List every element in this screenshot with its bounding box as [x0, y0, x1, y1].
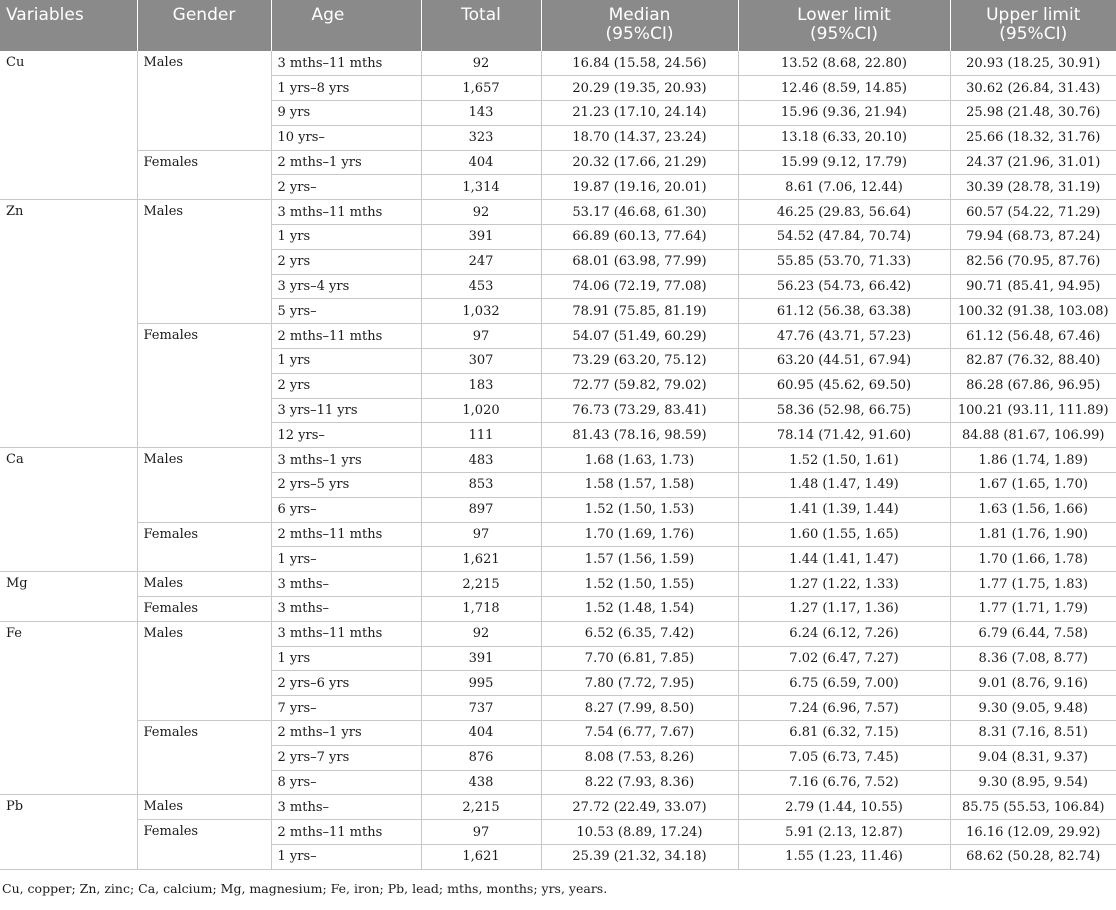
cell-upper-limit: 60.57 (54.22, 71.29)	[950, 200, 1116, 225]
header-upper-limit	[950, 0, 1116, 51]
table-row	[0, 200, 1116, 225]
cell-median: 1.57 (1.56, 1.59)	[541, 547, 738, 572]
cell-median: 74.06 (72.19, 77.08)	[541, 274, 738, 299]
cell-age: 2 yrs–7 yrs	[271, 745, 421, 770]
cell-upper-limit: 68.62 (50.28, 82.74)	[950, 845, 1116, 870]
cell-lower-limit: 78.14 (71.42, 91.60)	[738, 423, 950, 448]
cell-lower-limit: 6.81 (6.32, 7.15)	[738, 721, 950, 746]
cell-median: 1.52 (1.50, 1.53)	[541, 497, 738, 522]
cell-lower-limit: 1.60 (1.55, 1.65)	[738, 522, 950, 547]
cell-lower-limit: 47.76 (43.71, 57.23)	[738, 324, 950, 349]
cell-lower-limit: 1.44 (1.41, 1.47)	[738, 547, 950, 572]
cell-upper-limit: 20.93 (18.25, 30.91)	[950, 51, 1116, 76]
cell-gender: Males	[137, 572, 271, 597]
header-row	[0, 0, 1116, 51]
cell-lower-limit: 13.52 (8.68, 22.80)	[738, 51, 950, 76]
cell-age: 1 yrs	[271, 225, 421, 250]
header-upper-line1: Upper limit	[986, 5, 1081, 25]
cell-age: 3 mths–	[271, 572, 421, 597]
cell-lower-limit: 12.46 (8.59, 14.85)	[738, 76, 950, 101]
cell-gender: Males	[137, 795, 271, 820]
cell-total: 897	[421, 497, 541, 522]
cell-upper-limit: 16.16 (12.09, 29.92)	[950, 820, 1116, 845]
cell-upper-limit: 61.12 (56.48, 67.46)	[950, 324, 1116, 349]
cell-upper-limit: 1.63 (1.56, 1.66)	[950, 497, 1116, 522]
cell-median: 72.77 (59.82, 79.02)	[541, 373, 738, 398]
header-gender: Gender	[137, 0, 271, 51]
cell-age: 9 yrs	[271, 101, 421, 126]
cell-gender: Females	[137, 324, 271, 448]
cell-age: 2 yrs–	[271, 175, 421, 200]
cell-upper-limit: 79.94 (68.73, 87.24)	[950, 225, 1116, 250]
cell-median: 73.29 (63.20, 75.12)	[541, 349, 738, 374]
cell-upper-limit: 25.66 (18.32, 31.76)	[950, 125, 1116, 150]
cell-variable: Zn	[0, 200, 137, 448]
cell-median: 1.70 (1.69, 1.76)	[541, 522, 738, 547]
cell-age: 3 yrs–11 yrs	[271, 398, 421, 423]
cell-gender: Females	[137, 150, 271, 200]
cell-variable: Pb	[0, 795, 137, 869]
cell-variable: Fe	[0, 621, 137, 795]
cell-lower-limit: 54.52 (47.84, 70.74)	[738, 225, 950, 250]
cell-total: 853	[421, 473, 541, 498]
cell-variable: Mg	[0, 572, 137, 622]
cell-lower-limit: 5.91 (2.13, 12.87)	[738, 820, 950, 845]
cell-total: 1,718	[421, 597, 541, 622]
cell-gender: Males	[137, 200, 271, 324]
cell-total: 391	[421, 646, 541, 671]
header-median-line2: (95%CI)	[605, 24, 674, 44]
cell-lower-limit: 7.05 (6.73, 7.45)	[738, 745, 950, 770]
cell-median: 20.29 (19.35, 20.93)	[541, 76, 738, 101]
cell-gender: Females	[137, 597, 271, 622]
cell-age: 3 mths–11 mths	[271, 200, 421, 225]
cell-variable: Cu	[0, 51, 137, 200]
cell-total: 323	[421, 125, 541, 150]
cell-median: 10.53 (8.89, 17.24)	[541, 820, 738, 845]
cell-median: 19.87 (19.16, 20.01)	[541, 175, 738, 200]
cell-age: 1 yrs	[271, 349, 421, 374]
cell-median: 78.91 (75.85, 81.19)	[541, 299, 738, 324]
cell-age: 3 mths–	[271, 597, 421, 622]
cell-median: 25.39 (21.32, 34.18)	[541, 845, 738, 870]
table-row	[0, 721, 1116, 746]
cell-total: 453	[421, 274, 541, 299]
table-row	[0, 795, 1116, 820]
cell-total: 2,215	[421, 795, 541, 820]
cell-median: 66.89 (60.13, 77.64)	[541, 225, 738, 250]
cell-upper-limit: 100.32 (91.38, 103.08)	[950, 299, 1116, 324]
cell-lower-limit: 7.02 (6.47, 7.27)	[738, 646, 950, 671]
cell-age: 2 yrs–6 yrs	[271, 671, 421, 696]
cell-gender: Females	[137, 820, 271, 870]
cell-age: 1 yrs	[271, 646, 421, 671]
cell-gender: Males	[137, 448, 271, 522]
cell-lower-limit: 13.18 (6.33, 20.10)	[738, 125, 950, 150]
cell-age: 3 mths–1 yrs	[271, 448, 421, 473]
cell-lower-limit: 63.20 (44.51, 67.94)	[738, 349, 950, 374]
cell-upper-limit: 9.01 (8.76, 9.16)	[950, 671, 1116, 696]
cell-upper-limit: 25.98 (21.48, 30.76)	[950, 101, 1116, 126]
table-row	[0, 572, 1116, 597]
header-lower-line2: (95%CI)	[810, 24, 878, 44]
cell-total: 183	[421, 373, 541, 398]
table-row	[0, 621, 1116, 646]
cell-gender: Males	[137, 51, 271, 150]
cell-gender: Males	[137, 621, 271, 720]
table-row	[0, 150, 1116, 175]
cell-upper-limit: 82.87 (76.32, 88.40)	[950, 349, 1116, 374]
cell-lower-limit: 2.79 (1.44, 10.55)	[738, 795, 950, 820]
cell-lower-limit: 6.75 (6.59, 7.00)	[738, 671, 950, 696]
cell-total: 307	[421, 349, 541, 374]
cell-lower-limit: 56.23 (54.73, 66.42)	[738, 274, 950, 299]
cell-age: 3 mths–11 mths	[271, 621, 421, 646]
cell-upper-limit: 100.21 (93.11, 111.89)	[950, 398, 1116, 423]
cell-age: 7 yrs–	[271, 696, 421, 721]
header-median-line1: Median	[608, 5, 671, 25]
cell-total: 737	[421, 696, 541, 721]
cell-age: 5 yrs–	[271, 299, 421, 324]
cell-age: 3 mths–11 mths	[271, 51, 421, 76]
cell-lower-limit: 61.12 (56.38, 63.38)	[738, 299, 950, 324]
cell-median: 16.84 (15.58, 24.56)	[541, 51, 738, 76]
cell-total: 97	[421, 820, 541, 845]
cell-upper-limit: 1.67 (1.65, 1.70)	[950, 473, 1116, 498]
cell-lower-limit: 46.25 (29.83, 56.64)	[738, 200, 950, 225]
header-lower-line1: Lower limit	[797, 5, 891, 25]
cell-age: 2 mths–11 mths	[271, 820, 421, 845]
cell-median: 1.68 (1.63, 1.73)	[541, 448, 738, 473]
cell-median: 7.80 (7.72, 7.95)	[541, 671, 738, 696]
table-footnote: Cu, copper; Zn, zinc; Ca, calcium; Mg, magnesium; Fe, iron; Pb, lead; mths, months; yrs, years.	[2, 880, 608, 896]
cell-lower-limit: 55.85 (53.70, 71.33)	[738, 249, 950, 274]
cell-upper-limit: 30.62 (26.84, 31.43)	[950, 76, 1116, 101]
header-variables: Variables	[0, 0, 137, 51]
cell-total: 1,621	[421, 547, 541, 572]
cell-age: 1 yrs–	[271, 845, 421, 870]
cell-upper-limit: 85.75 (55.53, 106.84)	[950, 795, 1116, 820]
cell-lower-limit: 60.95 (45.62, 69.50)	[738, 373, 950, 398]
cell-upper-limit: 86.28 (67.86, 96.95)	[950, 373, 1116, 398]
cell-total: 876	[421, 745, 541, 770]
cell-total: 438	[421, 770, 541, 795]
cell-total: 111	[421, 423, 541, 448]
cell-age: 1 yrs–	[271, 547, 421, 572]
cell-total: 143	[421, 101, 541, 126]
cell-upper-limit: 30.39 (28.78, 31.19)	[950, 175, 1116, 200]
cell-upper-limit: 24.37 (21.96, 31.01)	[950, 150, 1116, 175]
table-body	[0, 51, 1116, 869]
cell-age: 2 mths–11 mths	[271, 522, 421, 547]
table-row	[0, 522, 1116, 547]
header-total: Total	[421, 0, 541, 51]
cell-total: 483	[421, 448, 541, 473]
cell-upper-limit: 1.77 (1.75, 1.83)	[950, 572, 1116, 597]
cell-gender: Females	[137, 721, 271, 795]
header-age: Age	[271, 0, 421, 51]
cell-age: 3 yrs–4 yrs	[271, 274, 421, 299]
cell-upper-limit: 9.04 (8.31, 9.37)	[950, 745, 1116, 770]
cell-upper-limit: 1.77 (1.71, 1.79)	[950, 597, 1116, 622]
cell-median: 1.58 (1.57, 1.58)	[541, 473, 738, 498]
cell-lower-limit: 1.27 (1.22, 1.33)	[738, 572, 950, 597]
table-row	[0, 324, 1116, 349]
cell-lower-limit: 1.55 (1.23, 11.46)	[738, 845, 950, 870]
cell-age: 8 yrs–	[271, 770, 421, 795]
cell-total: 97	[421, 522, 541, 547]
cell-upper-limit: 90.71 (85.41, 94.95)	[950, 274, 1116, 299]
cell-age: 2 yrs–5 yrs	[271, 473, 421, 498]
cell-median: 21.23 (17.10, 24.14)	[541, 101, 738, 126]
cell-total: 391	[421, 225, 541, 250]
cell-age: 2 mths–1 yrs	[271, 721, 421, 746]
cell-age: 1 yrs–8 yrs	[271, 76, 421, 101]
table-row	[0, 820, 1116, 845]
cell-upper-limit: 1.81 (1.76, 1.90)	[950, 522, 1116, 547]
cell-age: 2 yrs	[271, 249, 421, 274]
cell-total: 247	[421, 249, 541, 274]
cell-lower-limit: 1.27 (1.17, 1.36)	[738, 597, 950, 622]
cell-total: 1,621	[421, 845, 541, 870]
cell-median: 68.01 (63.98, 77.99)	[541, 249, 738, 274]
cell-total: 1,314	[421, 175, 541, 200]
header-lower-limit	[738, 0, 950, 51]
cell-age: 2 mths–11 mths	[271, 324, 421, 349]
cell-upper-limit: 6.79 (6.44, 7.58)	[950, 621, 1116, 646]
cell-gender: Females	[137, 522, 271, 572]
cell-lower-limit: 1.52 (1.50, 1.61)	[738, 448, 950, 473]
cell-total: 92	[421, 200, 541, 225]
cell-total: 92	[421, 51, 541, 76]
cell-lower-limit: 15.99 (9.12, 17.79)	[738, 150, 950, 175]
cell-upper-limit: 8.36 (7.08, 8.77)	[950, 646, 1116, 671]
cell-lower-limit: 1.48 (1.47, 1.49)	[738, 473, 950, 498]
cell-median: 18.70 (14.37, 23.24)	[541, 125, 738, 150]
cell-upper-limit: 1.70 (1.66, 1.78)	[950, 547, 1116, 572]
cell-median: 1.52 (1.48, 1.54)	[541, 597, 738, 622]
cell-upper-limit: 84.88 (81.67, 106.99)	[950, 423, 1116, 448]
table-row	[0, 597, 1116, 622]
cell-age: 2 yrs	[271, 373, 421, 398]
cell-age: 6 yrs–	[271, 497, 421, 522]
cell-upper-limit: 9.30 (9.05, 9.48)	[950, 696, 1116, 721]
cell-median: 53.17 (46.68, 61.30)	[541, 200, 738, 225]
cell-total: 995	[421, 671, 541, 696]
cell-lower-limit: 6.24 (6.12, 7.26)	[738, 621, 950, 646]
cell-median: 76.73 (73.29, 83.41)	[541, 398, 738, 423]
cell-median: 6.52 (6.35, 7.42)	[541, 621, 738, 646]
cell-total: 97	[421, 324, 541, 349]
cell-lower-limit: 7.16 (6.76, 7.52)	[738, 770, 950, 795]
cell-lower-limit: 1.41 (1.39, 1.44)	[738, 497, 950, 522]
cell-variable: Ca	[0, 448, 137, 572]
cell-total: 1,657	[421, 76, 541, 101]
cell-median: 8.27 (7.99, 8.50)	[541, 696, 738, 721]
cell-age: 12 yrs–	[271, 423, 421, 448]
cell-age: 2 mths–1 yrs	[271, 150, 421, 175]
cell-median: 54.07 (51.49, 60.29)	[541, 324, 738, 349]
cell-median: 27.72 (22.49, 33.07)	[541, 795, 738, 820]
cell-total: 404	[421, 150, 541, 175]
cell-median: 8.08 (7.53, 8.26)	[541, 745, 738, 770]
cell-median: 7.54 (6.77, 7.67)	[541, 721, 738, 746]
cell-median: 81.43 (78.16, 98.59)	[541, 423, 738, 448]
cell-total: 1,032	[421, 299, 541, 324]
cell-median: 7.70 (6.81, 7.85)	[541, 646, 738, 671]
cell-lower-limit: 58.36 (52.98, 66.75)	[738, 398, 950, 423]
cell-lower-limit: 8.61 (7.06, 12.44)	[738, 175, 950, 200]
table-row	[0, 51, 1116, 76]
cell-upper-limit: 9.30 (8.95, 9.54)	[950, 770, 1116, 795]
cell-total: 2,215	[421, 572, 541, 597]
cell-median: 20.32 (17.66, 21.29)	[541, 150, 738, 175]
cell-total: 92	[421, 621, 541, 646]
cell-age: 10 yrs–	[271, 125, 421, 150]
cell-upper-limit: 82.56 (70.95, 87.76)	[950, 249, 1116, 274]
cell-upper-limit: 8.31 (7.16, 8.51)	[950, 721, 1116, 746]
header-upper-line2: (95%CI)	[999, 24, 1068, 44]
table-row	[0, 448, 1116, 473]
cell-lower-limit: 7.24 (6.96, 7.57)	[738, 696, 950, 721]
cell-total: 1,020	[421, 398, 541, 423]
cell-age: 3 mths–	[271, 795, 421, 820]
cell-upper-limit: 1.86 (1.74, 1.89)	[950, 448, 1116, 473]
header-median	[541, 0, 738, 51]
cell-lower-limit: 15.96 (9.36, 21.94)	[738, 101, 950, 126]
cell-median: 1.52 (1.50, 1.55)	[541, 572, 738, 597]
cell-median: 8.22 (7.93, 8.36)	[541, 770, 738, 795]
cell-total: 404	[421, 721, 541, 746]
